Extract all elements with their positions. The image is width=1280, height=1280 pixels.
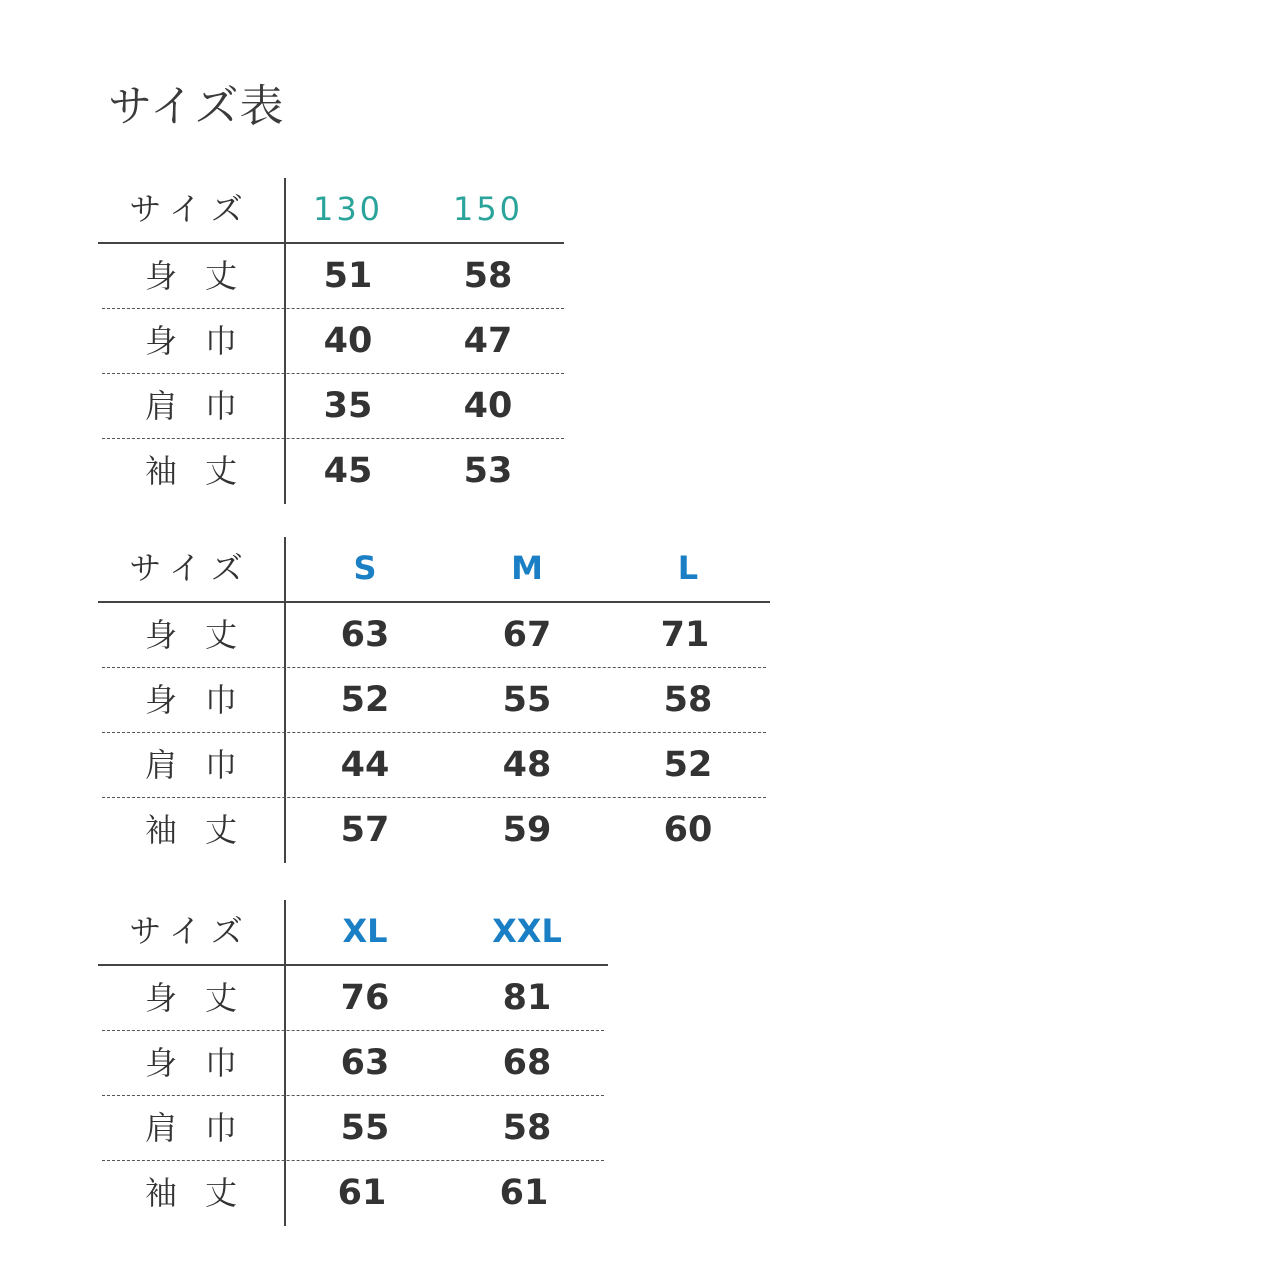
table-cell: 68	[502, 1043, 552, 1083]
table-cell: 59	[502, 810, 552, 850]
size-table-kids	[98, 178, 564, 504]
table-cell: 60	[663, 810, 713, 850]
table-cell: 52	[340, 680, 390, 720]
table-cell: 81	[502, 978, 552, 1018]
size-header-label: サイズ	[129, 190, 253, 228]
row-label-sleeve: 袖丈	[144, 452, 265, 490]
table-cell: 58	[502, 1108, 552, 1148]
size-header-s: S	[353, 549, 377, 587]
size-header-xl: XL	[342, 912, 388, 950]
row-label-length: 身丈	[144, 979, 265, 1017]
column-divider	[284, 900, 286, 1226]
table-cell: 53	[463, 451, 513, 491]
row-label-shoulder: 肩巾	[144, 387, 265, 425]
row-label-length: 身丈	[144, 616, 265, 654]
size-header-l: L	[677, 549, 699, 587]
row-label-shoulder: 肩巾	[144, 746, 265, 784]
row-label-length: 身丈	[144, 257, 265, 295]
page-title: サイズ表	[108, 81, 285, 132]
table-cell: 67	[502, 615, 552, 655]
table-cell: 57	[340, 810, 390, 850]
table-cell: 45	[323, 451, 373, 491]
table-cell: 40	[323, 321, 373, 361]
row-label-sleeve: 袖丈	[144, 811, 265, 849]
size-header-130: 130	[312, 190, 384, 228]
size-table-adult	[98, 537, 770, 863]
column-divider	[284, 537, 286, 863]
table-cell: 63	[340, 615, 390, 655]
table-cell: 52	[663, 745, 713, 785]
table-cell: 47	[463, 321, 513, 361]
table-cell: 55	[502, 680, 552, 720]
row-label-shoulder: 肩巾	[144, 1109, 265, 1147]
row-label-width: 身巾	[144, 681, 265, 719]
size-header-xxl: XXL	[492, 912, 562, 950]
size-header-label: サイズ	[129, 549, 253, 587]
size-header-m: M	[511, 549, 543, 587]
size-table-large	[98, 900, 608, 1226]
table-cell: 58	[463, 256, 513, 296]
table-cell: 61	[499, 1173, 549, 1213]
table-cell: 55	[340, 1108, 390, 1148]
table-cell: 76	[340, 978, 390, 1018]
row-label-width: 身巾	[144, 1044, 265, 1082]
table-cell: 40	[463, 386, 513, 426]
row-label-width: 身巾	[144, 322, 265, 360]
table-cell: 71	[660, 615, 710, 655]
size-header-label: サイズ	[129, 912, 253, 950]
row-label-sleeve: 袖丈	[144, 1174, 265, 1212]
table-cell: 35	[323, 386, 373, 426]
size-header-150: 150	[452, 190, 524, 228]
table-cell: 61	[337, 1173, 387, 1213]
column-divider	[284, 178, 286, 504]
table-cell: 51	[323, 256, 373, 296]
table-cell: 63	[340, 1043, 390, 1083]
table-cell: 44	[340, 745, 390, 785]
table-cell: 48	[502, 745, 552, 785]
table-cell: 58	[663, 680, 713, 720]
